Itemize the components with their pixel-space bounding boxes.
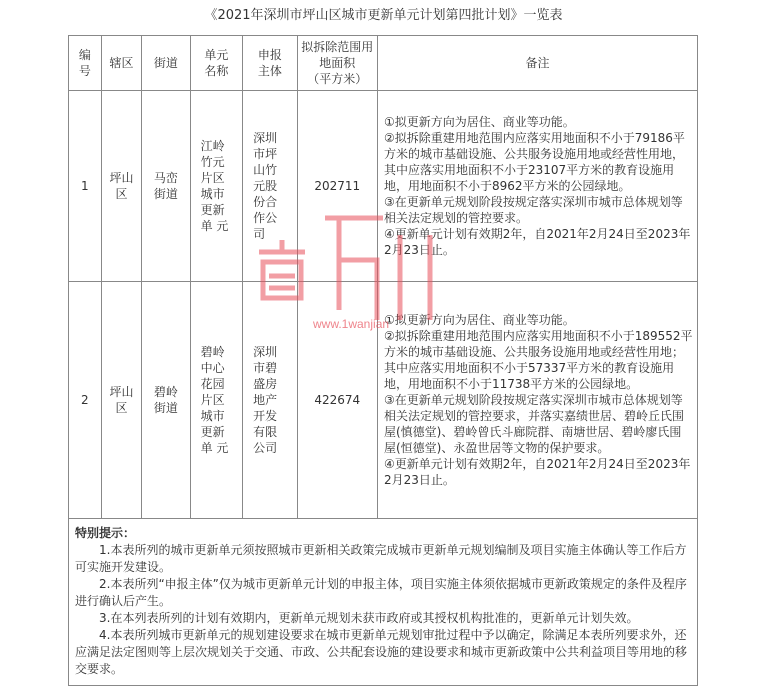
row-area: 202711 — [297, 91, 377, 282]
table-row — [69, 282, 698, 519]
page-title: 《2021年深圳市坪山区城市更新单元计划第四批计划》一览表 — [204, 8, 563, 23]
plan-table — [68, 35, 698, 686]
note-item: ③在更新单元规划阶段按规定落实深圳市城市总体规划等相关法定规划的管控要求。 — [383, 195, 683, 225]
note-item: ②拟拆除重建用地范围内应落实用地面积不小于79186平方米的城市基础设施、公共服务设施用地或经营性用地，其中应落实用地面积不小于23107平方米的教育设施用地，用地面积不小于8962平方米的公园绿地。 — [383, 131, 685, 193]
row-street — [142, 91, 190, 282]
text-line: 盛房 — [253, 377, 278, 391]
text-line: 份合 — [253, 195, 278, 209]
text-line: 司 — [253, 227, 266, 241]
text-line: 坪山 — [109, 171, 134, 185]
text-line: 拟拆除范围用 — [301, 40, 374, 54]
text-line: 地产 — [253, 393, 278, 407]
row-street — [142, 282, 190, 519]
header-unit — [190, 36, 243, 91]
text-line: 单 元 — [200, 219, 229, 233]
header-applicant — [243, 36, 298, 91]
table-row — [69, 91, 698, 282]
header-area — [297, 36, 377, 91]
text-line: 竹元 — [200, 155, 225, 169]
text-line: 深圳 — [253, 131, 278, 145]
row-num: 2 — [69, 282, 102, 519]
row-district — [101, 282, 141, 519]
note-item: ①拟更新方向为居住、商业等功能。 — [383, 313, 575, 327]
text-line: 有限 — [253, 425, 278, 439]
text-line: 更新 — [200, 203, 225, 217]
watermark-text: www.1wanjian — [313, 317, 390, 331]
table-header-row — [69, 36, 698, 91]
text-line: 街道 — [153, 187, 178, 201]
text-line: 碧岭 — [153, 385, 178, 399]
header-district: 辖区 — [101, 36, 141, 91]
special-notice-item: 2.本表所列“申报主体”仅为城市更新单元计划的申报主体，项目实施主体须依据城市更新政策规定的条件及程序进行确认后产生。 — [75, 577, 687, 608]
text-line: 更新 — [200, 425, 225, 439]
text-line: 公司 — [253, 441, 278, 455]
row-num: 1 — [69, 91, 102, 282]
text-line: 花园 — [200, 377, 225, 391]
text-line: 区 — [115, 187, 128, 201]
text-line: 马峦 — [153, 171, 178, 185]
special-notice-item: 1.本表所列的城市更新单元须按照城市更新相关政策完成城市更新单元规划编制及项目实施主体确认等工作后方可实施开发建设。 — [75, 543, 687, 574]
row-district — [101, 91, 141, 282]
text-line: 市坪 — [253, 147, 278, 161]
text-line: 元股 — [253, 179, 278, 193]
special-notice-item: 4.本表所列城市更新单元的规划建设要求在城市更新单元规划审批过程中予以确定，除满足本表所列要求外，还应满足法定图则等上层次规划关于交通、市政、公共配套设施的建设要求和城市更新政策中公共利益项目等用地的移交要求。 — [75, 628, 688, 676]
note-item: ②拟拆除重建用地范围内应落实用地面积不小于189552平方米的城市基础设施、公共服务设施用地或经营性用地；其中应落实用地面积不小于57337平方米的教育设施用地，用地面积不小于11738平方米的公园绿地。 — [383, 329, 693, 391]
text-line: 江岭 — [200, 139, 225, 153]
header-note: 备注 — [377, 36, 697, 91]
special-notice-heading: 特别提示： — [75, 526, 136, 540]
text-line: （平方米） — [307, 72, 368, 86]
text-line: 片区 — [200, 393, 225, 407]
row-note — [377, 282, 697, 519]
text-line: 片区 — [200, 171, 225, 185]
header-num — [69, 36, 102, 91]
special-notice-row — [69, 519, 698, 686]
text-line: 山竹 — [253, 163, 278, 177]
text-line: 城市 — [200, 409, 225, 423]
text-line: 开发 — [253, 409, 278, 423]
text-line: 碧岭 — [200, 345, 225, 359]
text-line: 号 — [78, 64, 91, 78]
text-line: 区 — [115, 401, 128, 415]
text-line: 市碧 — [253, 361, 278, 375]
header-street: 街道 — [142, 36, 190, 91]
row-unit — [190, 91, 243, 282]
text-line: 深圳 — [253, 345, 278, 359]
note-item: ①拟更新方向为居住、商业等功能。 — [383, 115, 575, 129]
text-line: 单 元 — [200, 441, 229, 455]
text-line: 作公 — [253, 211, 278, 225]
row-applicant — [243, 282, 298, 519]
text-line: 主体 — [257, 64, 282, 78]
row-area: 422674 — [297, 282, 377, 519]
text-line: 坪山 — [109, 385, 134, 399]
row-unit — [190, 282, 243, 519]
special-notice-item: 3.在本列表所列的计划有效期内，更新单元规划未获市政府或其授权机构批准的，更新单元计划失效。 — [99, 611, 639, 625]
text-line: 申报 — [257, 48, 282, 62]
text-line: 名称 — [204, 64, 229, 78]
note-item: ④更新单元计划有效期2年，自2021年2月24日至2023年2月23日止。 — [383, 227, 691, 257]
row-applicant — [243, 91, 298, 282]
text-line: 中心 — [200, 361, 225, 375]
note-item: ③在更新单元规划阶段按规定落实深圳市城市总体规划等相关法定规划的管控要求，并落实嘉绩世居、碧岭丘氏围屋(慎德堂)、碧岭曾氏斗廊院群、南塘世居、碧岭廖氏围屋(恒德堂)、永盈世居等文物的保护要求。 — [383, 393, 684, 455]
text-line: 街道 — [153, 401, 178, 415]
row-note — [377, 91, 697, 282]
note-item: ④更新单元计划有效期2年，自2021年2月24日至2023年2月23日止。 — [383, 457, 691, 487]
text-line: 地面积 — [319, 56, 356, 70]
special-notice — [69, 519, 698, 686]
text-line: 城市 — [200, 187, 225, 201]
text-line: 编 — [78, 48, 91, 62]
text-line: 单元 — [204, 48, 229, 62]
